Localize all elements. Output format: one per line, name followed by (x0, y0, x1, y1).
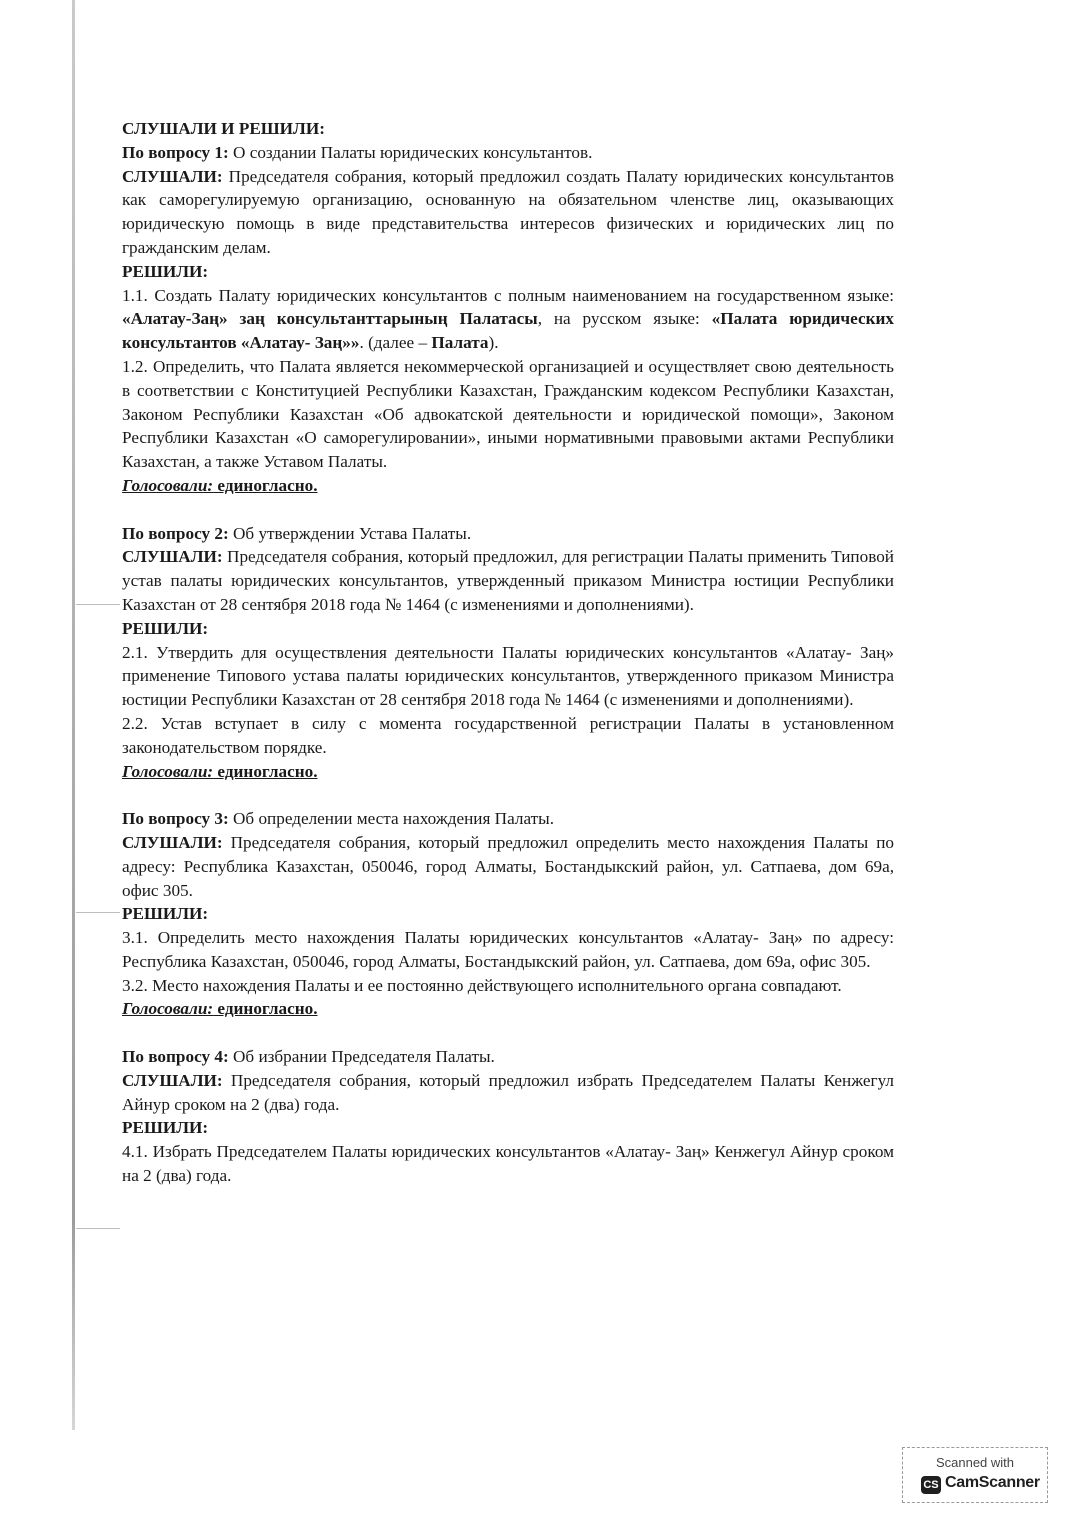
scan-edge-line (72, 0, 75, 1430)
decision-item-1-1: 1.1. Создать Палату юридических консультантов с полным наименованием на государственном языке: «Алатау-Заң» заң консультанттарының Палатасы, на русском языке: «Палата юридических консультантов «Алатау- Заң»». (далее – Палата). (122, 285, 894, 353)
heard-paragraph: СЛУШАЛИ: Председателя собрания, который предложил, для регистрации Палаты применить Типовой устав палаты юридических консультантов, утвержденный приказом Министра юстиции Республики Казахстан от 28 сентября 2018 года № 1464 (с изменениями и дополнениями). (122, 547, 894, 614)
vote-result: Голосовали: единогласно. (122, 999, 318, 1019)
question-line: По вопросу 4: Об избрании Председателя Палаты. (122, 1047, 495, 1067)
decision-item-4-1: 4.1. Избрать Председателем Палаты юридических консультантов «Алатау- Заң» Кенжегул Айнур сроком на 2 (два) года. (122, 1142, 894, 1186)
decision-item-2-1: 2.1. Утвердить для осуществления деятельности Палаты юридических консультантов «Алатау- Заң» применение Типового устава палаты юридических консультантов, утвержденного приказом Министра юстиции Республики Казахстан от 28 сентября 2018 года № 1464 (с изменениями и дополнениями). (122, 642, 894, 710)
camscanner-watermark (902, 1447, 1048, 1503)
question-line: По вопросу 1: О создании Палаты юридических консультантов. (122, 142, 593, 162)
document-page (122, 117, 894, 1188)
decision-item-1-2: 1.2. Определить, что Палата является некоммерческой организацией и осуществляет свою деятельность в соответствии с Конституцией Республики Казахстан, Гражданским кодексом Республики Казахстан, Законом Республики Казахстан «Об адвокатской деятельности и юридической помощи», Законом Республики Казахстан «О саморегулировании», иными нормативными правовыми актами Республики Казахстан, а также Уставом Палаты. (122, 356, 894, 472)
camscanner-logo-icon: CS (921, 1476, 941, 1494)
decided-label: РЕШИЛИ: (122, 1118, 209, 1138)
vote-result: Голосовали: единогласно. (122, 761, 318, 781)
document-heading: СЛУШАЛИ И РЕШИЛИ: (122, 119, 325, 138)
scan-edge-mark (76, 912, 120, 913)
question-line: По вопросу 2: Об утверждении Устава Палаты. (122, 523, 472, 543)
question-line: По вопросу 3: Об определении места нахождения Палаты. (122, 809, 554, 829)
scan-edge-mark (76, 1228, 120, 1229)
decision-item-3-2: 3.2. Место нахождения Палаты и ее постоянно действующего исполнительного органа совпадают. (122, 975, 842, 995)
decision-item-2-2: 2.2. Устав вступает в силу с момента государственной регистрации Палаты в установленном законодательством порядке. (122, 713, 894, 757)
agenda-section-4 (122, 1045, 894, 1188)
vote-result: Голосовали: единогласно. (122, 475, 318, 495)
agenda-section-2 (122, 522, 894, 784)
scan-edge-mark (76, 604, 120, 605)
agenda-section-1 (122, 141, 894, 498)
watermark-caption: Scanned with (935, 1455, 1015, 1470)
heard-paragraph: СЛУШАЛИ: Председателя собрания, который предложил определить место нахождения Палаты по адресу: Республика Казахстан, 050046, город Алматы, Бостандыкский район, ул. Сатпаева, дом 69а, офис 305. (122, 832, 894, 900)
heard-paragraph: СЛУШАЛИ: Председателя собрания, который предложил избрать Председателем Палаты Кенжегул Айнур сроком на 2 (два) года. (122, 1070, 894, 1114)
decided-label: РЕШИЛИ: (122, 261, 209, 281)
decided-label: РЕШИЛИ: (122, 904, 209, 924)
watermark-brand: CamScanner (945, 1474, 1040, 1491)
decision-item-3-1: 3.1. Определить место нахождения Палаты юридических консультантов «Алатау- Заң» по адресу: Республика Казахстан, 050046, город Алматы, Бостандыкский район, ул. Сатпаева, дом 69а, офис 305. (122, 928, 894, 971)
agenda-section-3 (122, 807, 894, 1021)
decided-label: РЕШИЛИ: (122, 618, 209, 638)
heard-paragraph: СЛУШАЛИ: Председателя собрания, который предложил создать Палату юридических консультантов как саморегулируемую организацию, основанную на обязательном членстве лиц, оказывающих юридическую помощь в виде представительства интересов физических и юридических лиц по гражданским делам. (122, 166, 894, 257)
